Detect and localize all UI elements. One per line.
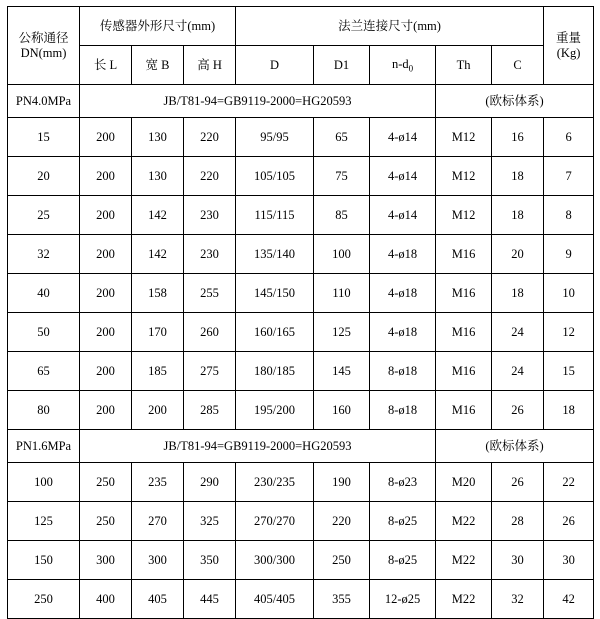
- subheader-n-d0-prefix: n-d: [391, 56, 409, 71]
- subheader-d1: D1: [314, 46, 370, 85]
- section-pressure-rating: PN4.0MPa: [8, 85, 80, 118]
- cell-weight: 30: [544, 541, 594, 580]
- cell-d: 195/200: [236, 391, 314, 430]
- cell-length: 250: [80, 502, 132, 541]
- cell-c: 26: [492, 463, 544, 502]
- cell-nd0: 4-ø14: [370, 157, 436, 196]
- cell-c: 18: [492, 274, 544, 313]
- table-row: [8, 157, 594, 196]
- cell-height: 275: [184, 352, 236, 391]
- cell-length: 200: [80, 118, 132, 157]
- cell-nd0: 8-ø18: [370, 391, 436, 430]
- cell-height: 220: [184, 157, 236, 196]
- cell-weight: 15: [544, 352, 594, 391]
- cell-c: 18: [492, 196, 544, 235]
- cell-nd0: 8-ø25: [370, 541, 436, 580]
- cell-height: 255: [184, 274, 236, 313]
- section-header-row: [8, 85, 594, 118]
- section-header-row: [8, 430, 594, 463]
- cell-weight: 12: [544, 313, 594, 352]
- cell-length: 200: [80, 235, 132, 274]
- cell-nd0: 4-ø14: [370, 118, 436, 157]
- cell-length: 200: [80, 313, 132, 352]
- cell-nd0: 4-ø18: [370, 313, 436, 352]
- cell-width: 170: [132, 313, 184, 352]
- cell-width: 142: [132, 235, 184, 274]
- cell-dn: 32: [8, 235, 80, 274]
- table-row: [8, 313, 594, 352]
- subheader-height: 高 H: [184, 46, 236, 85]
- cell-height: 290: [184, 463, 236, 502]
- cell-d1: 100: [314, 235, 370, 274]
- cell-d: 95/95: [236, 118, 314, 157]
- table-row: [8, 274, 594, 313]
- cell-d1: 85: [314, 196, 370, 235]
- cell-length: 200: [80, 274, 132, 313]
- cell-d1: 220: [314, 502, 370, 541]
- cell-dn: 40: [8, 274, 80, 313]
- cell-weight: 8: [544, 196, 594, 235]
- cell-th: M22: [436, 580, 492, 619]
- cell-width: 158: [132, 274, 184, 313]
- cell-length: 250: [80, 463, 132, 502]
- header-flange-dimensions: 法兰连接尺寸(mm): [236, 7, 544, 46]
- cell-weight: 42: [544, 580, 594, 619]
- header-nominal-diameter: 公称通径 DN(mm): [8, 7, 80, 85]
- table-subheader-row: [8, 46, 594, 85]
- cell-height: 445: [184, 580, 236, 619]
- cell-length: 200: [80, 352, 132, 391]
- table-row: [8, 196, 594, 235]
- cell-width: 405: [132, 580, 184, 619]
- cell-th: M16: [436, 313, 492, 352]
- cell-d: 135/140: [236, 235, 314, 274]
- cell-d1: 250: [314, 541, 370, 580]
- table-header-group-row: [8, 7, 594, 46]
- cell-dn: 250: [8, 580, 80, 619]
- subheader-c: C: [492, 46, 544, 85]
- cell-c: 32: [492, 580, 544, 619]
- cell-d1: 110: [314, 274, 370, 313]
- cell-height: 230: [184, 196, 236, 235]
- cell-d: 105/105: [236, 157, 314, 196]
- cell-c: 30: [492, 541, 544, 580]
- cell-d1: 190: [314, 463, 370, 502]
- cell-width: 300: [132, 541, 184, 580]
- cell-th: M16: [436, 274, 492, 313]
- table-row: [8, 235, 594, 274]
- cell-weight: 6: [544, 118, 594, 157]
- subheader-d: D: [236, 46, 314, 85]
- cell-nd0: 4-ø14: [370, 196, 436, 235]
- cell-dn: 125: [8, 502, 80, 541]
- cell-d: 405/405: [236, 580, 314, 619]
- cell-weight: 22: [544, 463, 594, 502]
- cell-height: 230: [184, 235, 236, 274]
- cell-d: 300/300: [236, 541, 314, 580]
- cell-d1: 145: [314, 352, 370, 391]
- cell-d: 160/165: [236, 313, 314, 352]
- cell-th: M16: [436, 391, 492, 430]
- cell-width: 130: [132, 157, 184, 196]
- cell-d: 180/185: [236, 352, 314, 391]
- section-pressure-rating: PN1.6MPa: [8, 430, 80, 463]
- cell-dn: 20: [8, 157, 80, 196]
- table-row: [8, 541, 594, 580]
- cell-height: 325: [184, 502, 236, 541]
- cell-th: M12: [436, 157, 492, 196]
- cell-th: M12: [436, 196, 492, 235]
- spec-sheet: [0, 6, 600, 606]
- cell-c: 26: [492, 391, 544, 430]
- cell-dn: 150: [8, 541, 80, 580]
- cell-d1: 355: [314, 580, 370, 619]
- cell-dn: 15: [8, 118, 80, 157]
- cell-th: M22: [436, 502, 492, 541]
- cell-width: 185: [132, 352, 184, 391]
- cell-d1: 65: [314, 118, 370, 157]
- cell-dn: 65: [8, 352, 80, 391]
- cell-height: 285: [184, 391, 236, 430]
- section-standard: JB/T81-94=GB9119-2000=HG20593: [80, 85, 436, 118]
- subheader-width: 宽 B: [132, 46, 184, 85]
- cell-nd0: 12-ø25: [370, 580, 436, 619]
- cell-d1: 160: [314, 391, 370, 430]
- cell-width: 270: [132, 502, 184, 541]
- cell-nd0: 4-ø18: [370, 274, 436, 313]
- cell-height: 350: [184, 541, 236, 580]
- cell-nd0: 8-ø25: [370, 502, 436, 541]
- table-row: [8, 352, 594, 391]
- cell-nd0: 8-ø18: [370, 352, 436, 391]
- cell-th: M22: [436, 541, 492, 580]
- cell-d1: 125: [314, 313, 370, 352]
- cell-dn: 100: [8, 463, 80, 502]
- cell-d1: 75: [314, 157, 370, 196]
- cell-d: 145/150: [236, 274, 314, 313]
- section-note: (欧标体系): [436, 85, 594, 118]
- cell-length: 200: [80, 157, 132, 196]
- header-sensor-dimensions: 传感器外形尺寸(mm): [80, 7, 236, 46]
- cell-weight: 18: [544, 391, 594, 430]
- cell-c: 28: [492, 502, 544, 541]
- cell-d: 230/235: [236, 463, 314, 502]
- table-row: [8, 118, 594, 157]
- cell-d: 115/115: [236, 196, 314, 235]
- cell-c: 20: [492, 235, 544, 274]
- cell-length: 300: [80, 541, 132, 580]
- section-note: (欧标体系): [436, 430, 594, 463]
- cell-th: M20: [436, 463, 492, 502]
- cell-dn: 25: [8, 196, 80, 235]
- cell-th: M12: [436, 118, 492, 157]
- cell-c: 24: [492, 313, 544, 352]
- table-row: [8, 391, 594, 430]
- cell-th: M16: [436, 235, 492, 274]
- cell-weight: 26: [544, 502, 594, 541]
- subheader-th: Th: [436, 46, 492, 85]
- cell-dn: 50: [8, 313, 80, 352]
- cell-width: 200: [132, 391, 184, 430]
- cell-length: 400: [80, 580, 132, 619]
- cell-c: 24: [492, 352, 544, 391]
- cell-weight: 9: [544, 235, 594, 274]
- subheader-length: 长 L: [80, 46, 132, 85]
- cell-height: 260: [184, 313, 236, 352]
- cell-weight: 7: [544, 157, 594, 196]
- header-weight: 重量 (Kg): [544, 7, 594, 85]
- cell-dn: 80: [8, 391, 80, 430]
- subheader-n-d0: [370, 46, 436, 85]
- cell-width: 130: [132, 118, 184, 157]
- cell-nd0: 4-ø18: [370, 235, 436, 274]
- cell-width: 235: [132, 463, 184, 502]
- cell-width: 142: [132, 196, 184, 235]
- cell-c: 18: [492, 157, 544, 196]
- table-row: [8, 502, 594, 541]
- cell-c: 16: [492, 118, 544, 157]
- cell-length: 200: [80, 196, 132, 235]
- cell-height: 220: [184, 118, 236, 157]
- table-row: [8, 580, 594, 619]
- section-standard: JB/T81-94=GB9119-2000=HG20593: [80, 430, 436, 463]
- subheader-n-d0-sub: 0: [408, 63, 414, 74]
- cell-d: 270/270: [236, 502, 314, 541]
- table-row: [8, 463, 594, 502]
- cell-nd0: 8-ø23: [370, 463, 436, 502]
- specification-table: [7, 6, 594, 619]
- cell-weight: 10: [544, 274, 594, 313]
- cell-th: M16: [436, 352, 492, 391]
- cell-length: 200: [80, 391, 132, 430]
